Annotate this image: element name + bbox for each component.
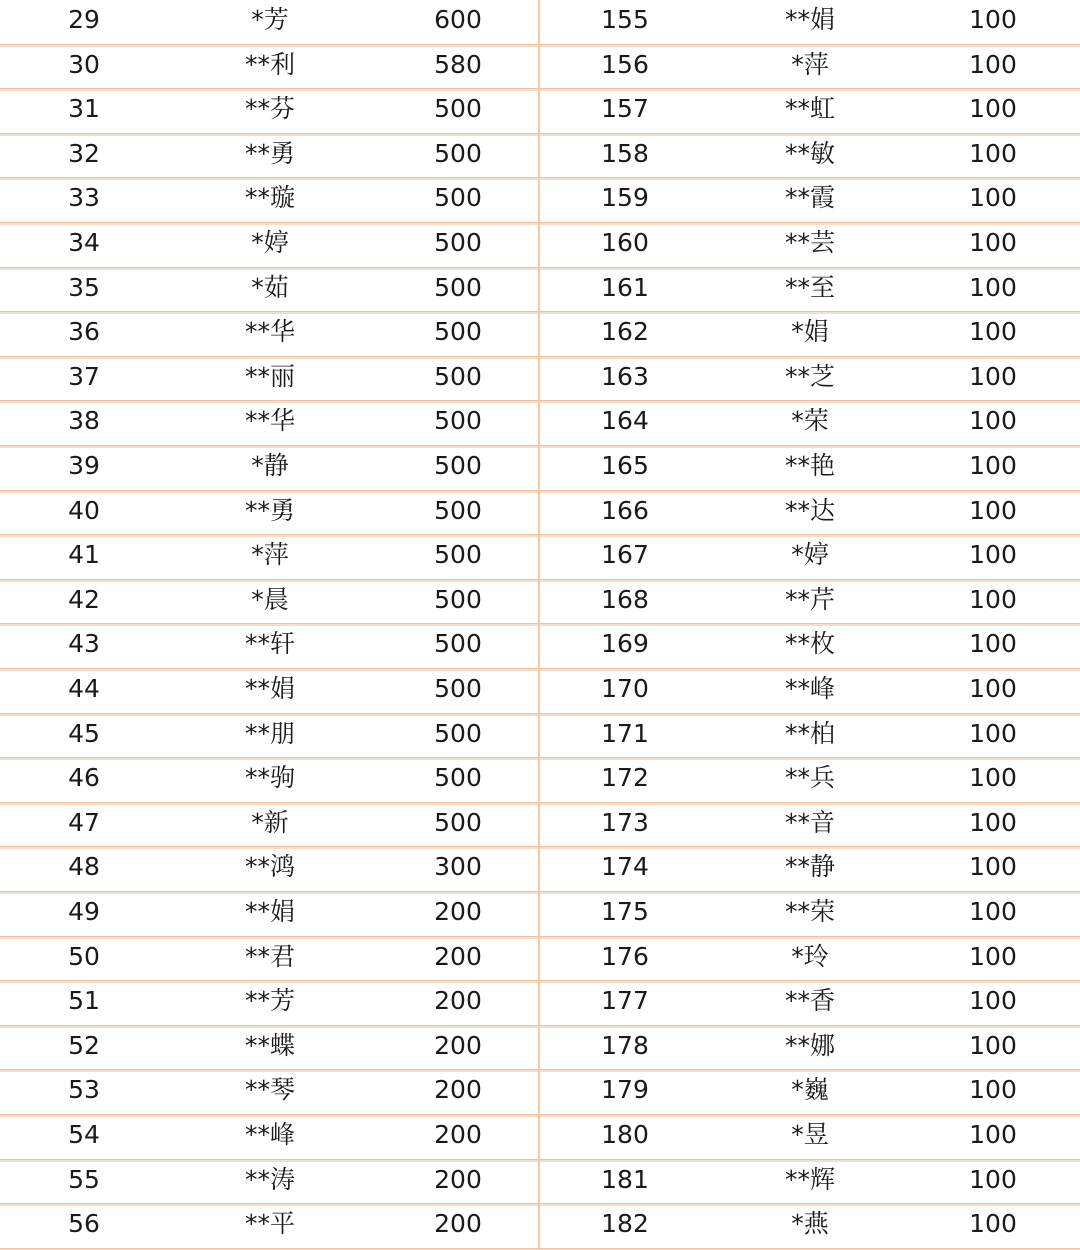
table-row — [540, 981, 1080, 1026]
donor-name: *茹 — [251, 272, 289, 302]
donor-name: **敏 — [784, 138, 835, 168]
table-row — [540, 0, 1080, 45]
donation-amount: 500 — [434, 361, 482, 391]
row-number: 178 — [601, 1030, 649, 1060]
donor-name: **荣 — [784, 897, 835, 926]
donation-amount: 500 — [434, 183, 482, 213]
donation-amount: 100 — [969, 406, 1017, 436]
table-row — [0, 0, 538, 45]
donation-amount: 200 — [434, 897, 482, 926]
donation-amount: 500 — [434, 629, 482, 659]
table-row — [0, 580, 538, 625]
row-number: 160 — [601, 228, 649, 257]
row-number: 165 — [601, 451, 649, 480]
donor-name: **轩 — [244, 629, 295, 659]
table-row — [0, 268, 538, 313]
donation-amount: 100 — [969, 986, 1017, 1016]
table-row — [0, 357, 538, 402]
row-number: 52 — [68, 1030, 100, 1060]
table-row — [540, 401, 1080, 446]
table-row — [0, 1204, 538, 1249]
donation-amount: 300 — [434, 852, 482, 882]
row-number: 168 — [601, 584, 649, 614]
row-number: 29 — [68, 5, 100, 34]
table-row — [0, 491, 538, 536]
table-row — [540, 1160, 1080, 1205]
donation-amount: 100 — [969, 451, 1017, 480]
donation-amount: 100 — [969, 183, 1017, 213]
row-number: 174 — [601, 852, 649, 882]
table-row — [0, 981, 538, 1026]
row-number: 157 — [601, 94, 649, 124]
donor-name: **朋 — [244, 718, 295, 748]
donor-name: **芬 — [244, 94, 295, 124]
row-number: 49 — [68, 897, 100, 926]
table-row — [540, 714, 1080, 759]
table-row — [540, 937, 1080, 982]
donation-amount: 100 — [969, 1030, 1017, 1060]
row-number: 170 — [601, 674, 649, 703]
donor-name: *静 — [251, 451, 289, 480]
row-number: 40 — [68, 495, 100, 525]
row-number: 54 — [68, 1120, 100, 1149]
row-number: 41 — [68, 540, 100, 570]
donor-name: **鸿 — [244, 852, 295, 882]
donation-amount: 100 — [969, 674, 1017, 703]
donor-name: **璇 — [244, 183, 295, 213]
donation-amount: 100 — [969, 5, 1017, 34]
table-row — [540, 178, 1080, 223]
donor-name: **枚 — [784, 629, 835, 659]
row-number: 163 — [601, 361, 649, 391]
donation-amount: 500 — [434, 584, 482, 614]
donor-name: **音 — [784, 807, 835, 837]
donor-name: **达 — [784, 495, 835, 525]
donor-name: **勇 — [244, 495, 295, 525]
donor-name: *晨 — [251, 584, 289, 614]
row-number: 44 — [68, 674, 100, 703]
donor-name: *萍 — [251, 540, 289, 570]
donor-name: *昱 — [791, 1120, 829, 1149]
donation-amount: 100 — [969, 1120, 1017, 1149]
table-row — [0, 178, 538, 223]
table-row — [540, 1070, 1080, 1115]
donation-amount: 200 — [434, 1209, 482, 1239]
donation-amount: 100 — [969, 49, 1017, 79]
right-column-block — [540, 0, 1080, 1250]
donor-name: **芳 — [244, 986, 295, 1016]
donor-name: **平 — [244, 1209, 295, 1239]
row-number: 166 — [601, 495, 649, 525]
table-row — [0, 1115, 538, 1160]
donor-name: **丽 — [244, 361, 295, 391]
table-row — [0, 803, 538, 848]
donor-name: *荣 — [791, 406, 829, 436]
donation-amount: 100 — [969, 763, 1017, 793]
table-row — [0, 624, 538, 669]
table-row — [0, 1070, 538, 1115]
row-number: 32 — [68, 138, 100, 168]
row-number: 179 — [601, 1075, 649, 1105]
row-number: 158 — [601, 138, 649, 168]
row-number: 56 — [68, 1209, 100, 1239]
table-row — [0, 1160, 538, 1205]
donation-amount: 100 — [969, 495, 1017, 525]
donation-amount: 100 — [969, 361, 1017, 391]
donation-amount: 500 — [434, 406, 482, 436]
donation-amount: 500 — [434, 94, 482, 124]
donor-name: **峰 — [244, 1120, 295, 1149]
row-number: 37 — [68, 361, 100, 391]
table-row — [540, 624, 1080, 669]
donor-name: **芝 — [784, 361, 835, 391]
row-number: 35 — [68, 272, 100, 302]
donor-name: *新 — [251, 807, 289, 837]
table-row — [540, 45, 1080, 90]
donor-name: *芳 — [251, 5, 289, 34]
donation-amount: 500 — [434, 138, 482, 168]
table-row — [0, 134, 538, 179]
donor-name: **驹 — [244, 763, 295, 793]
row-number: 180 — [601, 1120, 649, 1149]
row-number: 177 — [601, 986, 649, 1016]
row-number: 39 — [68, 451, 100, 480]
donation-amount: 500 — [434, 451, 482, 480]
table-row — [540, 491, 1080, 536]
table-row — [0, 937, 538, 982]
donor-name: **涛 — [244, 1164, 295, 1194]
donation-amount: 500 — [434, 674, 482, 703]
donation-amount: 500 — [434, 228, 482, 257]
donation-amount: 200 — [434, 941, 482, 971]
row-number: 30 — [68, 49, 100, 79]
donation-amount: 200 — [434, 1164, 482, 1194]
donation-amount: 500 — [434, 763, 482, 793]
donor-name: *玲 — [791, 941, 829, 971]
row-number: 156 — [601, 49, 649, 79]
row-number: 36 — [68, 317, 100, 347]
row-number: 34 — [68, 228, 100, 257]
table-row — [0, 401, 538, 446]
donation-amount: 580 — [434, 49, 482, 79]
row-number: 47 — [68, 807, 100, 837]
donor-name: **柏 — [784, 718, 835, 748]
donor-name: **娜 — [784, 1030, 835, 1060]
donation-amount: 100 — [969, 94, 1017, 124]
donation-amount: 500 — [434, 718, 482, 748]
row-number: 55 — [68, 1164, 100, 1194]
row-number: 50 — [68, 941, 100, 971]
donor-name: *萍 — [791, 49, 829, 79]
donor-name: **芹 — [784, 584, 835, 614]
donation-amount: 100 — [969, 1164, 1017, 1194]
donor-name: **娟 — [244, 674, 295, 703]
donor-name: **娟 — [784, 5, 835, 34]
row-number: 155 — [601, 5, 649, 34]
donor-name: *燕 — [791, 1209, 829, 1239]
donation-amount: 500 — [434, 317, 482, 347]
row-number: 175 — [601, 897, 649, 926]
row-number: 164 — [601, 406, 649, 436]
table-row — [0, 446, 538, 491]
table-row — [0, 1026, 538, 1071]
donor-name: **至 — [784, 272, 835, 302]
donation-amount: 100 — [969, 807, 1017, 837]
table-row — [540, 134, 1080, 179]
table-row — [540, 446, 1080, 491]
donation-amount: 100 — [969, 629, 1017, 659]
donation-amount: 200 — [434, 1075, 482, 1105]
table-row — [540, 580, 1080, 625]
row-number: 45 — [68, 718, 100, 748]
table-row — [0, 758, 538, 803]
table-row — [0, 223, 538, 268]
donor-name: **华 — [244, 317, 295, 347]
donation-amount: 500 — [434, 807, 482, 837]
donation-amount: 500 — [434, 495, 482, 525]
row-number: 33 — [68, 183, 100, 213]
donor-name: **君 — [244, 941, 295, 971]
table-row — [0, 535, 538, 580]
table-row — [540, 1026, 1080, 1071]
table-row — [540, 535, 1080, 580]
donation-amount: 100 — [969, 317, 1017, 347]
table-row — [0, 89, 538, 134]
donation-amount: 100 — [969, 1075, 1017, 1105]
table-row — [540, 89, 1080, 134]
donation-amount: 500 — [434, 540, 482, 570]
donor-name: *婷 — [251, 228, 289, 257]
donation-amount: 100 — [969, 138, 1017, 168]
donation-amount: 100 — [969, 540, 1017, 570]
donor-name: **静 — [784, 852, 835, 882]
table-row — [540, 1115, 1080, 1160]
donation-amount: 100 — [969, 584, 1017, 614]
row-number: 38 — [68, 406, 100, 436]
row-number: 43 — [68, 629, 100, 659]
row-number: 182 — [601, 1209, 649, 1239]
donor-name: **华 — [244, 406, 295, 436]
donor-name: **虹 — [784, 94, 835, 124]
row-number: 48 — [68, 852, 100, 882]
donation-amount: 100 — [969, 1209, 1017, 1239]
table-row — [540, 268, 1080, 313]
donation-amount: 100 — [969, 272, 1017, 302]
row-number: 169 — [601, 629, 649, 659]
donation-amount: 100 — [969, 852, 1017, 882]
table-row — [540, 669, 1080, 714]
donation-amount: 200 — [434, 1120, 482, 1149]
donation-amount: 100 — [969, 897, 1017, 926]
donor-name: **利 — [244, 49, 295, 79]
donation-amount: 600 — [434, 5, 482, 34]
donor-name: *娟 — [791, 317, 829, 347]
table-row — [540, 312, 1080, 357]
donation-amount: 200 — [434, 986, 482, 1016]
table-row — [540, 892, 1080, 937]
row-number: 53 — [68, 1075, 100, 1105]
table-row — [0, 714, 538, 759]
row-number: 162 — [601, 317, 649, 347]
donor-name: **艳 — [784, 451, 835, 480]
table-row — [540, 1204, 1080, 1249]
row-number: 171 — [601, 718, 649, 748]
donor-name: **霞 — [784, 183, 835, 213]
row-number: 31 — [68, 94, 100, 124]
row-number: 51 — [68, 986, 100, 1016]
table-row — [0, 847, 538, 892]
donor-name: **琴 — [244, 1075, 295, 1105]
table-row — [0, 669, 538, 714]
table-row — [540, 223, 1080, 268]
donor-name: *婷 — [791, 540, 829, 570]
donor-name: **蝶 — [244, 1030, 295, 1060]
left-column-block — [0, 0, 538, 1250]
row-number: 42 — [68, 584, 100, 614]
donor-name: **兵 — [784, 763, 835, 793]
donor-name: **勇 — [244, 138, 295, 168]
row-number: 181 — [601, 1164, 649, 1194]
table-row — [540, 847, 1080, 892]
donation-amount: 100 — [969, 718, 1017, 748]
table-row — [540, 357, 1080, 402]
row-number: 167 — [601, 540, 649, 570]
donor-name: **娟 — [244, 897, 295, 926]
table-row — [0, 45, 538, 90]
row-number: 172 — [601, 763, 649, 793]
donation-amount: 100 — [969, 941, 1017, 971]
row-number: 161 — [601, 272, 649, 302]
donation-amount: 100 — [969, 228, 1017, 257]
table-row — [0, 892, 538, 937]
table-row — [540, 803, 1080, 848]
table-row — [0, 312, 538, 357]
donor-name: **峰 — [784, 674, 835, 703]
row-number: 46 — [68, 763, 100, 793]
row-number: 159 — [601, 183, 649, 213]
donation-amount: 500 — [434, 272, 482, 302]
donor-name: **芸 — [784, 228, 835, 257]
table-row — [540, 758, 1080, 803]
donation-amount: 200 — [434, 1030, 482, 1060]
donor-name: **香 — [784, 986, 835, 1016]
donor-name: *巍 — [791, 1075, 829, 1105]
donor-name: **辉 — [784, 1164, 835, 1194]
row-number: 173 — [601, 807, 649, 837]
row-number: 176 — [601, 941, 649, 971]
